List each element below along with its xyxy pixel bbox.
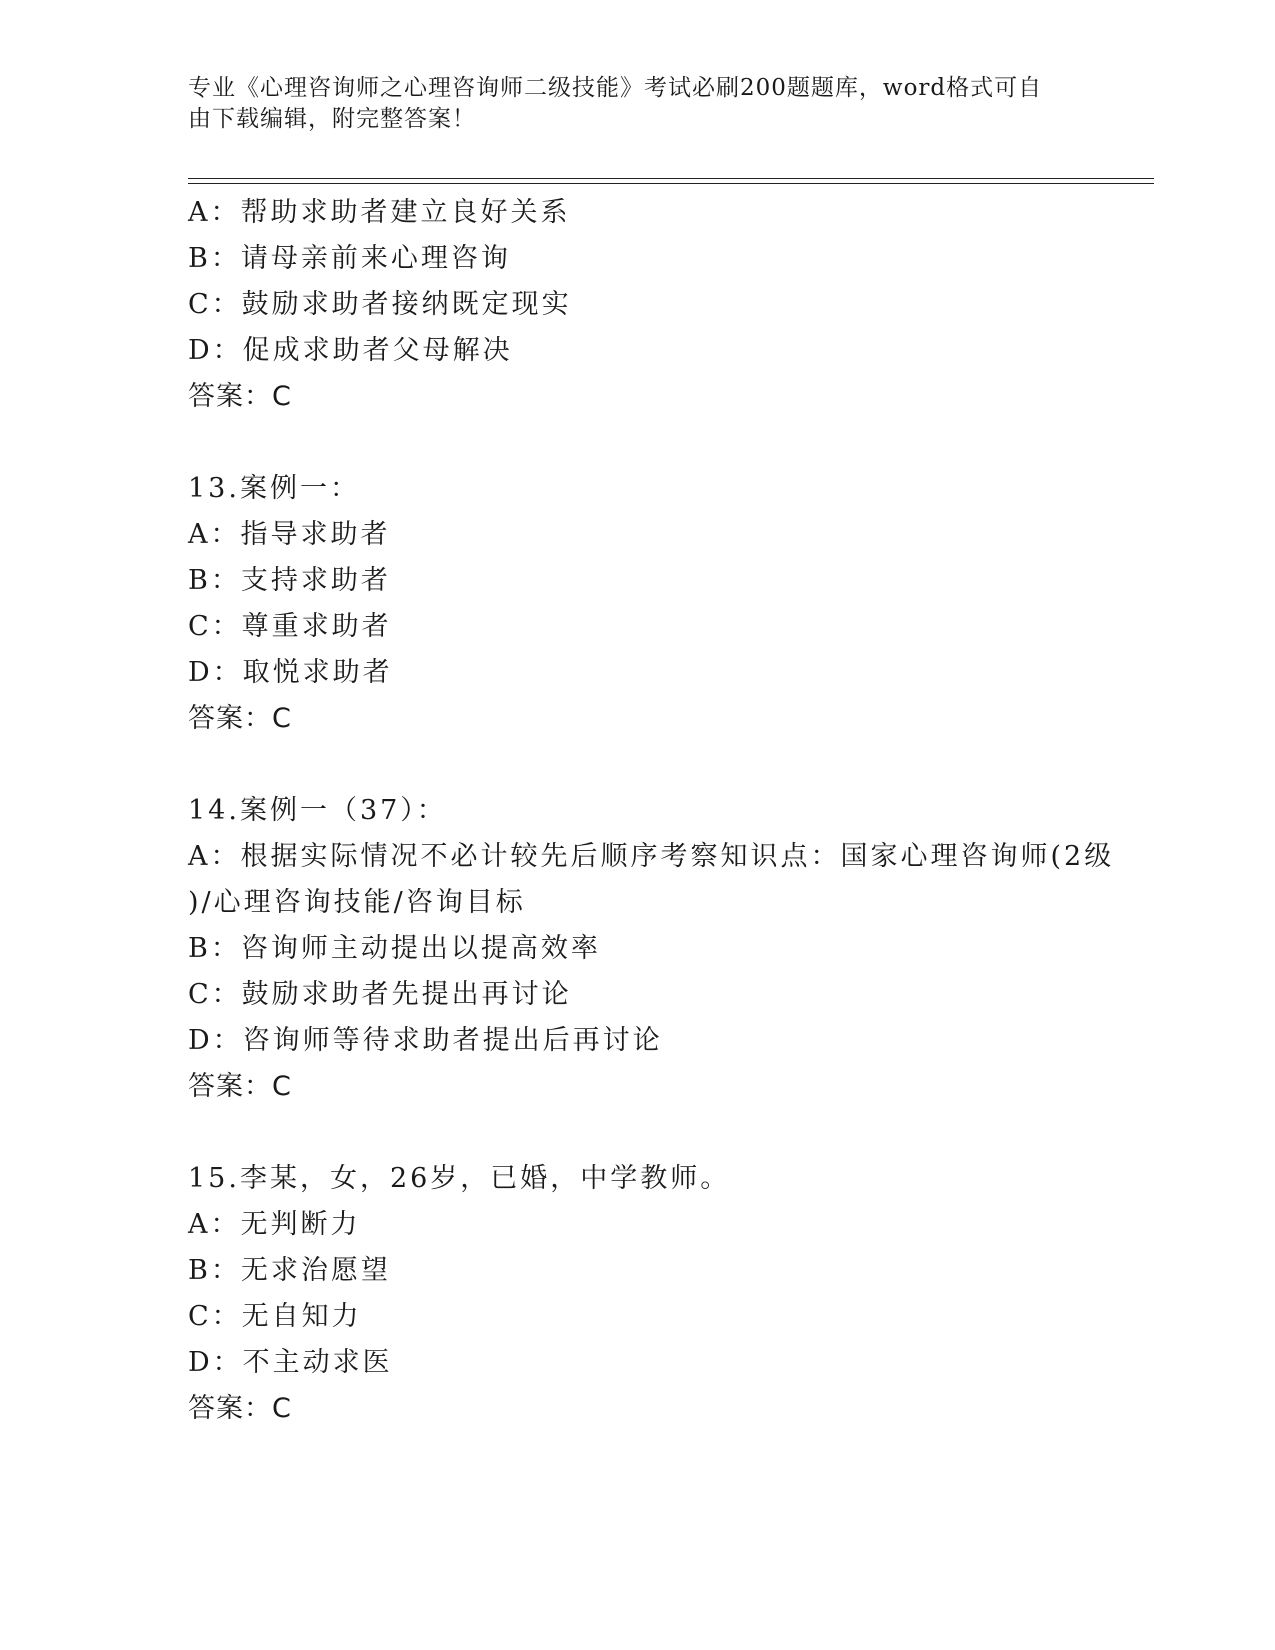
option-d: D：促成求助者父母解决 [188, 335, 513, 366]
question-15 [188, 1156, 1088, 1432]
question-list [188, 190, 1115, 1432]
option-b: B：咨询师主动提出以提高效率 [188, 933, 601, 964]
spacer [188, 420, 1088, 466]
header-divider-bottom [188, 183, 1154, 184]
option-b: B：请母亲前来心理咨询 [188, 243, 511, 274]
question-13 [188, 466, 1088, 742]
option-a-line-1: A：根据实际情况不必计较先后顺序考察知识点：国家心理咨询师(2级 [188, 841, 1115, 872]
option-c: C：尊重求助者 [188, 611, 392, 642]
option-d: D：取悦求助者 [188, 657, 393, 688]
option-d: D：不主动求医 [188, 1347, 393, 1378]
question-12 [188, 190, 1088, 420]
spacer [188, 1110, 1088, 1156]
document-header [188, 73, 1068, 135]
spacer [188, 742, 1088, 788]
option-c: C：鼓励求助者先提出再讨论 [188, 979, 572, 1010]
option-a: A：指导求助者 [188, 519, 391, 550]
question-title: 15.李某，女，26岁，已婚，中学教师。 [188, 1163, 731, 1194]
header-line-1: 专业《心理咨询师之心理咨询师二级技能》考试必刷200题题库，word格式可自 [188, 75, 1043, 101]
question-14 [188, 788, 1115, 1110]
question-title: 13.案例一： [188, 473, 360, 504]
answer: 答案：C [188, 703, 292, 734]
option-c: C：鼓励求助者接纳既定现实 [188, 289, 572, 320]
answer: 答案：C [188, 381, 292, 412]
header-line-2: 由下载编辑，附完整答案！ [188, 106, 476, 132]
header-divider-top [188, 178, 1154, 179]
option-a: A：无判断力 [188, 1209, 361, 1240]
option-d: D：咨询师等待求助者提出后再讨论 [188, 1025, 663, 1056]
option-a-line-2: )/心理咨询技能/咨询目标 [188, 887, 526, 918]
answer: 答案：C [188, 1071, 292, 1102]
option-b: B：支持求助者 [188, 565, 391, 596]
question-title: 14.案例一（37）： [188, 795, 447, 826]
answer: 答案：C [188, 1393, 292, 1424]
option-c: C：无自知力 [188, 1301, 362, 1332]
option-a: A：帮助求助者建立良好关系 [188, 197, 571, 228]
option-b: B：无求治愿望 [188, 1255, 391, 1286]
